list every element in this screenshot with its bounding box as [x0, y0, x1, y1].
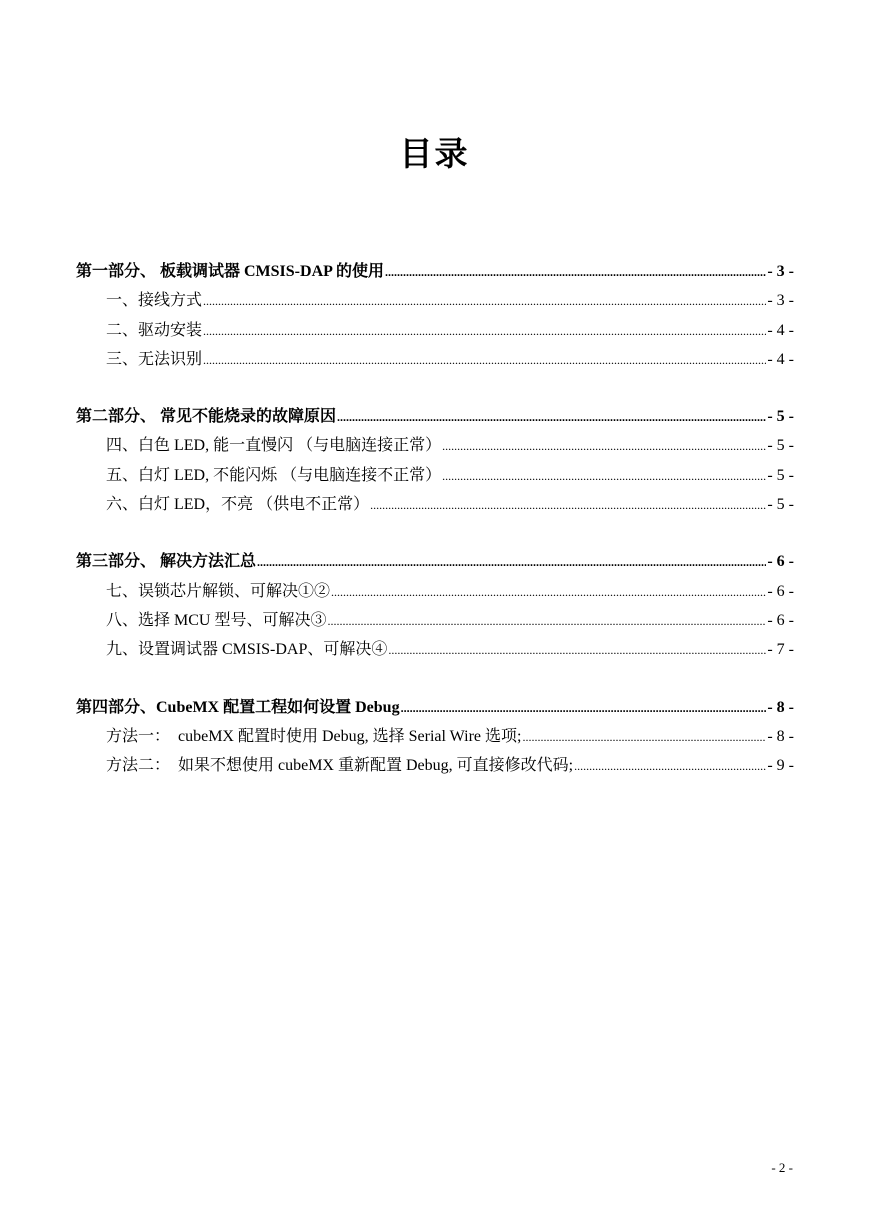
dot-leader [203, 317, 766, 346]
toc-entry-text: 方法一： cubeMX 配置时使用 Debug, 选择 Serial Wire 选项; [106, 727, 522, 745]
toc-page-number: - 4 - [767, 321, 794, 339]
toc-entry-text: 四、白色 LED, 能一直慢闪 （与电脑连接正常） [106, 437, 442, 455]
toc-entry[interactable] [76, 286, 794, 315]
toc-page-number: - 5 - [767, 496, 794, 514]
toc-entry[interactable] [76, 577, 794, 606]
toc-page-number: - 5 - [767, 437, 794, 455]
toc-title: 目录 [399, 134, 470, 173]
toc-entry[interactable] [76, 751, 794, 780]
toc-heading-text: 第二部分、 常见不能烧录的故障原因 [76, 408, 337, 426]
toc-page-number: - 5 - [767, 466, 794, 484]
dot-leader [203, 287, 766, 316]
toc-entry[interactable] [76, 606, 794, 635]
toc-heading-text: 第一部分、 板载调试器 CMSIS-DAP 的使用 [76, 263, 385, 280]
toc-section [76, 547, 794, 664]
toc-page-number: - 4 - [767, 350, 794, 368]
dot-leader [442, 462, 766, 491]
toc-page-number: - 8 - [767, 727, 794, 745]
toc-page-number: - 8 - [767, 698, 794, 716]
dot-leader [203, 346, 766, 375]
toc-entry-text: 方法二： 如果不想使用 cubeMX 重新配置 Debug, 可直接修改代码; [106, 757, 574, 775]
dot-leader [442, 432, 766, 461]
toc-heading-part4[interactable] [76, 693, 794, 722]
toc-entry[interactable] [76, 490, 794, 519]
dot-leader [370, 491, 766, 520]
toc-page-number: - 3 - [767, 263, 794, 280]
toc-entry[interactable] [76, 345, 794, 374]
footer-page-number: - 2 - [771, 1160, 793, 1175]
toc-heading-text: 第三部分、 解决方法汇总 [76, 553, 257, 571]
dot-leader [401, 694, 767, 723]
toc-entry-text: 二、驱动安装 [106, 321, 203, 339]
toc-section [76, 402, 794, 519]
toc-page-number: - 5 - [767, 408, 794, 426]
toc-entry-text: 六、白灯 LED，不亮 （供电不正常） [106, 496, 370, 514]
toc-entry-text: 九、设置调试器 CMSIS-DAP、可解决④ [106, 641, 388, 659]
table-of-contents [76, 257, 794, 808]
toc-entry-text: 三、无法识别 [106, 350, 203, 368]
toc-entry[interactable] [76, 431, 794, 460]
toc-heading-part1[interactable] [76, 257, 794, 286]
dot-leader [257, 548, 766, 577]
toc-entry[interactable] [76, 316, 794, 345]
toc-page-number: - 3 - [767, 292, 794, 310]
toc-entry-text: 一、接线方式 [106, 292, 203, 310]
dot-leader [385, 258, 766, 287]
dot-leader [327, 607, 766, 636]
toc-heading-part3[interactable] [76, 547, 794, 576]
dot-leader [331, 578, 766, 607]
toc-entry-text: 七、误锁芯片解锁、可解决①② [106, 582, 331, 600]
toc-section [76, 693, 794, 781]
toc-entry-text: 五、白灯 LED, 不能闪烁 （与电脑连接不正常） [106, 466, 442, 484]
toc-page-number: - 7 - [767, 641, 794, 659]
toc-heading-text: 第四部分、CubeMX 配置工程如何设置 Debug [76, 698, 400, 716]
toc-section [76, 257, 794, 374]
toc-page-number: - 6 - [767, 553, 794, 571]
toc-page-number: - 9 - [767, 757, 794, 775]
toc-page-number: - 6 - [767, 582, 794, 600]
toc-entry[interactable] [76, 722, 794, 751]
dot-leader [574, 752, 766, 781]
toc-entry[interactable] [76, 461, 794, 490]
toc-entry[interactable] [76, 635, 794, 664]
dot-leader [522, 723, 766, 752]
dot-leader [388, 636, 766, 665]
toc-entry-text: 八、选择 MCU 型号、可解决③ [106, 611, 327, 629]
toc-heading-part2[interactable] [76, 402, 794, 431]
toc-page-number: - 6 - [767, 611, 794, 629]
dot-leader [337, 403, 766, 432]
